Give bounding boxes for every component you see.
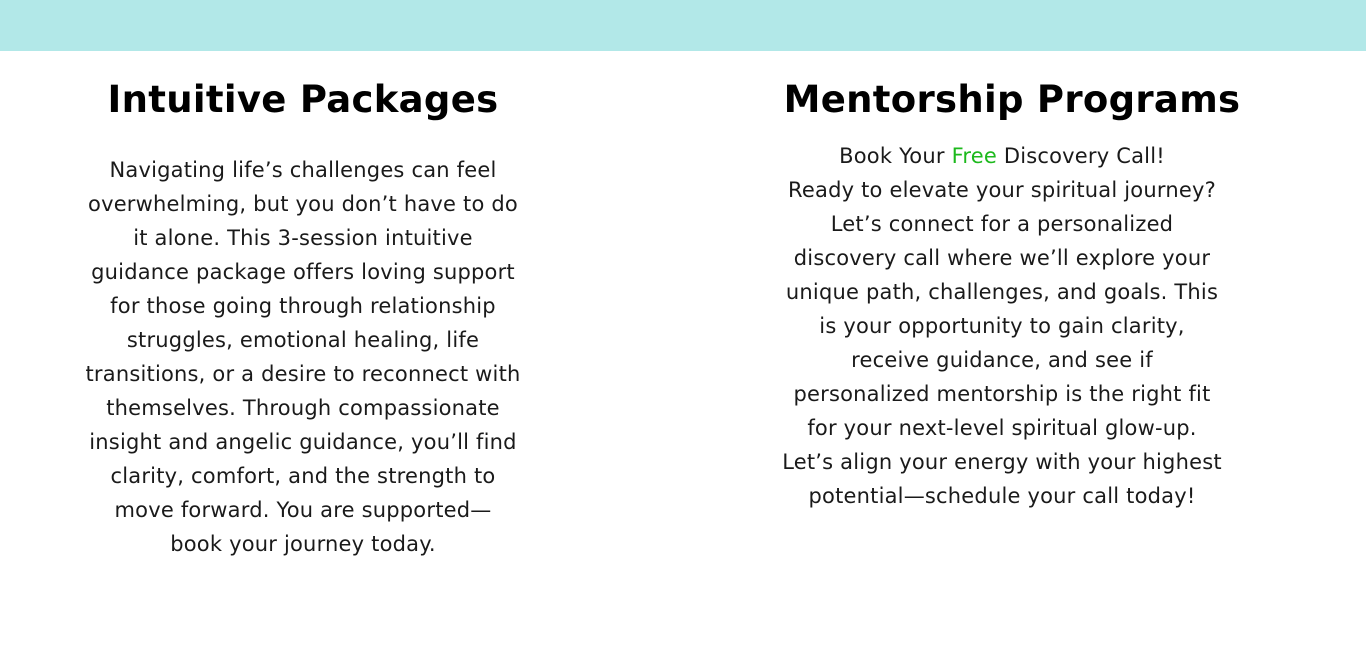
description-line: Navigating life’s challenges can feel — [109, 158, 497, 182]
description-line: is your opportunity to gain clarity, — [819, 314, 1185, 338]
discovery-call-cta-line — [732, 139, 1272, 173]
description-line: guidance package offers loving support — [91, 260, 515, 284]
description-line: overwhelming, but you don’t have to do — [88, 192, 518, 216]
cta-prefix: Book Your — [839, 144, 952, 168]
description-line: move forward. You are supported— — [114, 498, 492, 522]
description-line: for those going through relationship — [110, 294, 496, 318]
description-line: receive guidance, and see if — [851, 348, 1153, 372]
intuitive-packages-description — [30, 153, 576, 561]
description-line: Let’s align your energy with your highest — [782, 450, 1222, 474]
free-highlight: Free — [951, 144, 997, 168]
description-line: transitions, or a desire to reconnect with — [85, 362, 521, 386]
description-line: book your journey today. — [170, 532, 436, 556]
description-line: Let’s connect for a personalized — [830, 212, 1174, 236]
description-line: Ready to elevate your spiritual journey? — [788, 178, 1216, 202]
description-line: unique path, challenges, and goals. This — [785, 280, 1219, 304]
description-line: it alone. This 3-session intuitive — [133, 226, 473, 250]
mentorship-programs-title: Mentorship Programs — [783, 78, 1241, 121]
description-line: personalized mentorship is the right fit — [793, 382, 1211, 406]
description-line: for your next-level spiritual glow-up. — [807, 416, 1197, 440]
description-line: potential—schedule your call today! — [808, 484, 1196, 508]
intuitive-packages-title: Intuitive Packages — [107, 78, 499, 121]
description-line: struggles, emotional healing, life — [126, 328, 480, 352]
cta-suffix: Discovery Call! — [996, 144, 1165, 168]
description-line: clarity, comfort, and the strength to — [110, 464, 496, 488]
description-line: themselves. Through compassionate — [106, 396, 500, 420]
mentorship-programs-description — [732, 139, 1272, 513]
description-line: insight and angelic guidance, you’ll find — [89, 430, 517, 454]
top-color-band — [0, 0, 1366, 51]
description-line: discovery call where we’ll explore your — [793, 246, 1211, 270]
